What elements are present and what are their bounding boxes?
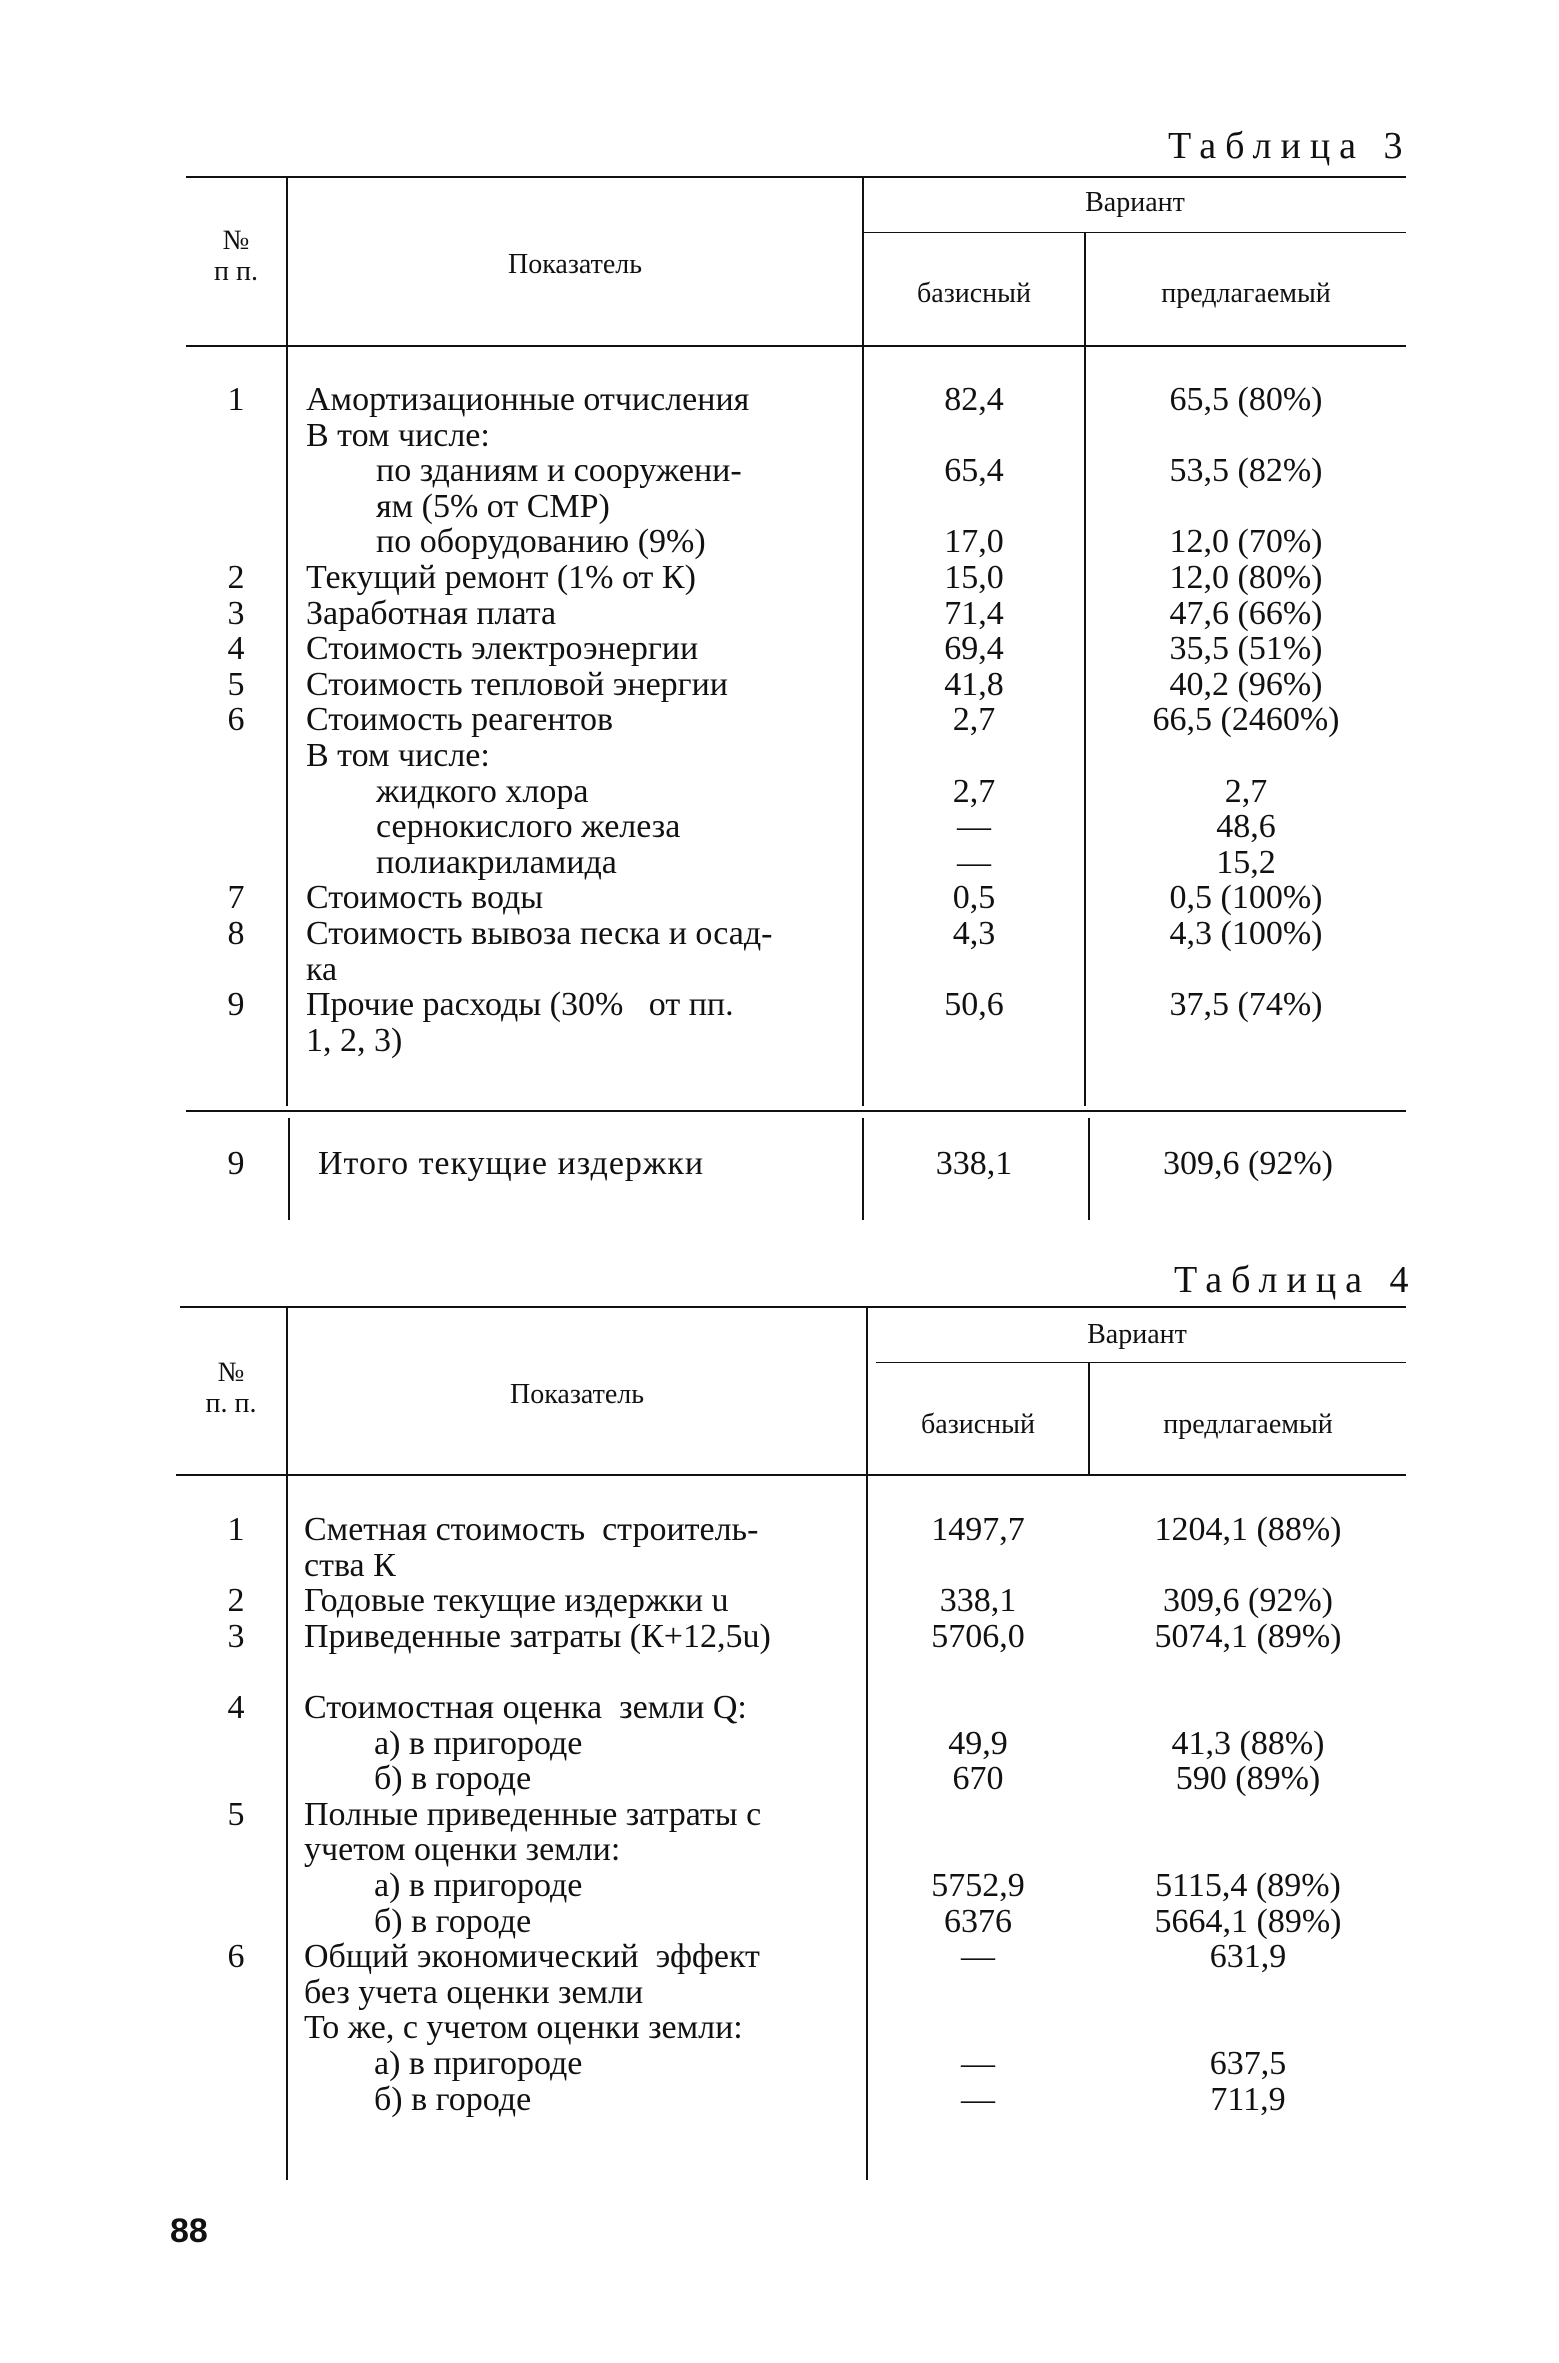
table3-head-no: № п п. [214, 225, 258, 287]
table3-base-cell: 71,4 [944, 594, 1004, 632]
table3-base-cell: 65,4 [944, 452, 1004, 490]
table3-head-variant: Вариант [1085, 187, 1185, 218]
table3-prop-cell: 12,0 (80%) [1169, 559, 1323, 596]
table3-prop-cell: 15,2 [1216, 843, 1276, 881]
table4-caption: Таблица 4 [1174, 1259, 1418, 1301]
table3-total-base: 338,1 [935, 1145, 1013, 1182]
table4-no-cell: 4 [227, 1689, 245, 1726]
table3-label-cell: Текущий ремонт (1% от К) [306, 559, 696, 596]
table4-variant-rule [876, 1362, 1406, 1363]
table4-base-cell: 670 [952, 1760, 1004, 1798]
table3-prop-cell: 37,5 (74%) [1169, 986, 1323, 1024]
table4-label-cell: Полные приведенные затраты с [304, 1795, 762, 1833]
table3-no-cell: 2 [227, 559, 245, 596]
table3-label-cell: ям (5% от СМР) [376, 487, 610, 525]
table4-prop-cell: 631,9 [1209, 1938, 1287, 1976]
table4-label-cell: учетом оценки земли: [304, 1831, 621, 1869]
table3-prop-cell: 48,6 [1216, 808, 1276, 846]
table3-label-cell: Стоимость реагентов [306, 701, 613, 739]
table4-base-cell: — [961, 2080, 995, 2118]
table4-top-rule [180, 1306, 1406, 1308]
table4-base-cell: 5752,9 [931, 1867, 1025, 1904]
table3-total-rule [186, 1110, 1406, 1112]
table3-prop-cell: 12,0 (70%) [1169, 523, 1323, 561]
table3-head-base: базисный [917, 278, 1031, 309]
table3-base-cell: 69,4 [944, 630, 1004, 668]
table4-prop-cell: 1204,1 (88%) [1154, 1511, 1342, 1548]
table3-label-cell: Стоимость электроэнергии [306, 630, 699, 668]
table4-head-no: № п. п. [205, 1357, 257, 1419]
table3-total-divider-1 [288, 1118, 290, 1220]
table3-prop-cell: 53,5 (82%) [1169, 452, 1323, 490]
table3-prop-cell: 4,3 (100%) [1169, 915, 1323, 952]
table4-label-cell: Годовые текущие издержки u [304, 1582, 729, 1620]
table4-base-cell: — [961, 2045, 995, 2082]
table3-total-no: 9 [227, 1145, 245, 1182]
table4-head-rule [176, 1474, 1406, 1476]
table3-prop-cell: 65,5 (80%) [1169, 381, 1323, 418]
table4-no-cell: 2 [227, 1582, 245, 1620]
table3-no-cell: 8 [227, 915, 245, 952]
table4-label-cell: ства К [304, 1546, 396, 1584]
table4-label-cell: Сметная стоимость строитель- [304, 1511, 759, 1548]
table4-base-cell: 49,9 [948, 1724, 1008, 1762]
table3-prop-cell: 66,5 (2460%) [1152, 701, 1340, 739]
table4-base-cell: 338,1 [939, 1582, 1017, 1620]
table3-col-divider-1 [286, 176, 288, 1106]
table3-prop-cell: 35,5 (51%) [1169, 630, 1323, 668]
table3-head-rule [186, 345, 1406, 347]
table3-prop-cell: 0,5 (100%) [1169, 879, 1323, 917]
table3-label-cell: 1, 2, 3) [306, 1021, 403, 1059]
table3-no-cell: 4 [227, 630, 245, 668]
table3-label-cell: В том числе: [306, 416, 490, 454]
table4-head-indicator: Показатель [510, 1379, 644, 1410]
table3-variant-rule [864, 232, 1406, 233]
table4-prop-cell: 5664,1 (89%) [1154, 1902, 1342, 1940]
table3-prop-cell: 2,7 [1224, 772, 1268, 810]
table3-no-cell: 1 [227, 381, 245, 418]
table3-label-cell: Заработная плата [306, 594, 557, 632]
table4-label-cell: б) в городе [374, 1760, 532, 1798]
table3-prop-cell: 47,6 (66%) [1169, 594, 1323, 632]
table4-prop-cell: 41,3 (88%) [1171, 1724, 1325, 1762]
table3-prop-cell: 40,2 (96%) [1169, 665, 1323, 703]
table4-label-cell: а) в пригороде [374, 2045, 583, 2082]
table4-no-cell: 5 [227, 1795, 245, 1833]
table3-base-cell: 41,8 [944, 665, 1004, 703]
table4-base-cell: — [961, 1938, 995, 1976]
table4-col-divider-1 [286, 1306, 288, 2180]
table3-label-cell: по оборудованию (9%) [376, 523, 706, 561]
table4-label-cell: Приведенные затраты (К+12,5u) [304, 1617, 771, 1655]
table4-label-cell: Общий экономический эффект [304, 1938, 760, 1976]
table4-label-cell: б) в городе [374, 1902, 532, 1940]
table3-label-cell: по зданиям и сооружени- [376, 452, 742, 490]
table3-total-proposed: 309,6 (92%) [1163, 1145, 1333, 1182]
table3-label-cell: В том числе: [306, 737, 490, 774]
table4-no-cell: 3 [227, 1617, 245, 1655]
table3-caption: Таблица 3 [1168, 125, 1412, 167]
table4-prop-cell: 590 (89%) [1175, 1760, 1321, 1798]
table4-no-cell: 1 [227, 1511, 245, 1548]
table3-label-cell: Стоимость воды [306, 879, 544, 917]
table3-label-cell: Амортизационные отчисления [306, 381, 750, 418]
table4-no-cell: 6 [227, 1938, 245, 1976]
table3-base-cell: — [957, 808, 991, 846]
table4-label-cell: а) в пригороде [374, 1724, 583, 1762]
table3-no-cell: 5 [227, 665, 245, 703]
table3-label-cell: сернокислого железа [376, 808, 681, 846]
table3-no-cell: 7 [227, 879, 245, 917]
table3-total-label: Итого текущие издержки [318, 1145, 705, 1182]
table3-top-rule [186, 176, 1406, 178]
table4-prop-cell: 5074,1 (89%) [1154, 1617, 1342, 1655]
table3-no-cell: 9 [227, 986, 245, 1024]
table4-prop-cell: 309,6 (92%) [1163, 1582, 1333, 1620]
table3-label-cell: Стоимость тепловой энергии [306, 665, 728, 703]
table3-base-cell: 2,7 [952, 701, 996, 739]
table3-base-cell: 17,0 [944, 523, 1004, 561]
table3-no-cell: 3 [227, 594, 245, 632]
table4-base-cell: 1497,7 [931, 1511, 1025, 1548]
table3-head-indicator: Показатель [508, 249, 642, 280]
table4-prop-cell: 5115,4 (89%) [1155, 1867, 1341, 1904]
table3-base-cell: 50,6 [944, 986, 1004, 1024]
table4-prop-cell: 711,9 [1210, 2080, 1286, 2118]
table3-base-cell: 15,0 [944, 559, 1004, 596]
table3-label-cell: ка [306, 950, 338, 988]
table3-label-cell: жидкого хлора [376, 772, 589, 810]
table3-base-cell: 2,7 [952, 772, 996, 810]
table3-base-cell: 0,5 [952, 879, 996, 917]
table3-base-cell: 82,4 [944, 381, 1004, 418]
table4-label-cell: Стоимостная оценка земли Q: [304, 1689, 747, 1726]
table3-label-cell: полиакриламида [376, 843, 617, 881]
table3-label-cell: Прочие расходы (30% от пп. [306, 986, 734, 1024]
table3-head-proposed: предлагаемый [1161, 278, 1331, 309]
table4-head-base: базисный [921, 1409, 1035, 1440]
table4-head-variant: Вариант [1087, 1319, 1187, 1350]
page-number: 88 [170, 2212, 208, 2250]
table4-label-cell: без учета оценки земли [304, 1973, 644, 2011]
table4-prop-cell: 637,5 [1209, 2045, 1287, 2082]
table4-base-cell: 5706,0 [931, 1617, 1025, 1655]
table4-head-proposed: предлагаемый [1163, 1409, 1333, 1440]
table3-no-cell: 6 [227, 701, 245, 739]
table4-label-cell: б) в городе [374, 2080, 532, 2118]
table3-base-cell: — [957, 843, 991, 881]
table3-label-cell: Стоимость вывоза песка и осад- [306, 915, 773, 952]
table4-base-cell: 6376 [944, 1902, 1012, 1940]
table4-label-cell: То же, с учетом оценки земли: [304, 2009, 743, 2047]
table3-base-cell: 4,3 [952, 915, 996, 952]
table4-label-cell: а) в пригороде [374, 1867, 583, 1904]
